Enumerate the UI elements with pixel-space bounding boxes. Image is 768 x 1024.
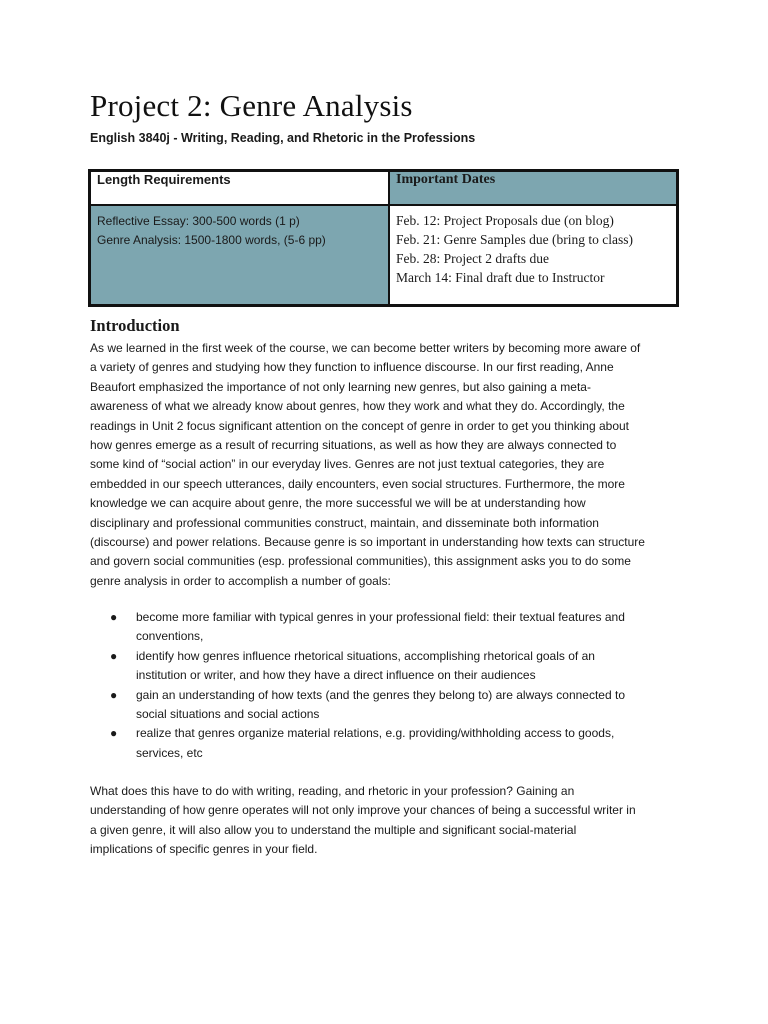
paragraph-line: Beaufort emphasized the importance of not only learning new genres, but also gaining a meta- [90, 379, 591, 394]
bullet-icon: ● [110, 687, 118, 702]
paragraph-line: genre analysis in order to accomplish a number of goals: [90, 573, 391, 588]
paragraph-line: some kind of “social action” in our everyday lives. Genres are not just textual categories, they are [90, 457, 605, 472]
date-line: Feb. 21: Genre Samples due (bring to class) [396, 232, 633, 247]
length-requirement-line: Genre Analysis: 1500-1800 words, (5-6 pp) [97, 233, 326, 247]
bullet-icon: ● [110, 648, 118, 663]
closing-paragraph [90, 782, 690, 860]
list-item-line: gain an understanding of how texts (and the genres they belong to) are always connected to [136, 687, 625, 702]
list-item-line: realize that genres organize material relations, e.g. providing/withholding access to goods, [136, 726, 615, 741]
date-line: Feb. 12: Project Proposals due (on blog) [396, 213, 614, 228]
paragraph-line: What does this have to do with writing, reading, and rhetoric in your profession? Gaining an [90, 784, 575, 798]
paragraph-line: how genres emerge as a result of recurring situations, as well as how they are always connected to [90, 438, 617, 453]
bullet-icon: ● [110, 726, 118, 741]
bullet-icon: ● [110, 610, 118, 624]
paragraph-line: As we learned in the first week of the course, we can become better writers by becoming more aware of [90, 341, 641, 355]
list-item [90, 724, 690, 763]
paragraph-line: a variety of genres and studying how they function to influence discourse. In our first reading, Anne [90, 360, 614, 375]
length-requirement-line: Reflective Essay: 300-500 words (1 p) [97, 214, 300, 228]
paragraph-line: implications of specific genres in your field. [90, 842, 318, 857]
list-item-line: social situations and social actions [136, 707, 320, 722]
list-item-line: conventions, [136, 629, 204, 644]
introduction-paragraph [90, 339, 690, 591]
important-dates-cell [389, 205, 678, 306]
paragraph-line: (discourse) and power relations. Because genre is so important in understanding how texts can structure [90, 535, 645, 550]
list-item-line: institution or writer, and how they have a direct influence on their audiences [136, 668, 536, 683]
paragraph-line: understanding of how genre operates will not only improve your chances of being a successful writer in [90, 803, 636, 818]
length-requirements-header: Length Requirements [90, 171, 390, 206]
list-item [90, 608, 690, 647]
paragraph-line: knowledge we can acquire about genre, the more successful we will be at understanding how [90, 496, 586, 511]
paragraph-line: and govern social communities (esp. professional communities), this assignment asks you to do some [90, 554, 631, 569]
paragraph-line: embedded in our speech utterances, daily encounters, even social structures. Furthermore, the more [90, 476, 625, 491]
requirements-table [88, 169, 679, 307]
paragraph-line: disciplinary and professional communities construct, maintain, and disseminate both information [90, 515, 599, 530]
list-item-line: identify how genres influence rhetorical situations, accomplishing rhetorical goals of an [136, 648, 595, 663]
page-title: Project 2: Genre Analysis [90, 88, 413, 123]
paragraph-line: a given genre, it will also allow you to understand the multiple and significant social-material [90, 822, 577, 837]
important-dates-header: Important Dates [389, 171, 678, 206]
course-subtitle: English 3840j - Writing, Reading, and Rhetoric in the Professions [90, 131, 476, 145]
paragraph-line: readings in Unit 2 focus significant attention on the concept of genre in order to get you thinking about [90, 418, 630, 433]
date-line: March 14: Final draft due to Instructor [396, 270, 605, 285]
list-item-line: services, etc [136, 745, 203, 760]
date-line: Feb. 28: Project 2 drafts due [396, 251, 549, 266]
introduction-heading: Introduction [90, 316, 180, 335]
goals-list [90, 608, 690, 763]
list-item-line: become more familiar with typical genres in your professional field: their textual features and [136, 610, 625, 624]
list-item [90, 647, 690, 686]
list-item [90, 686, 690, 725]
length-requirements-cell [90, 205, 390, 306]
paragraph-line: awareness of what we already know about genres, how they work and what they do. Accordingly, the [90, 399, 625, 414]
